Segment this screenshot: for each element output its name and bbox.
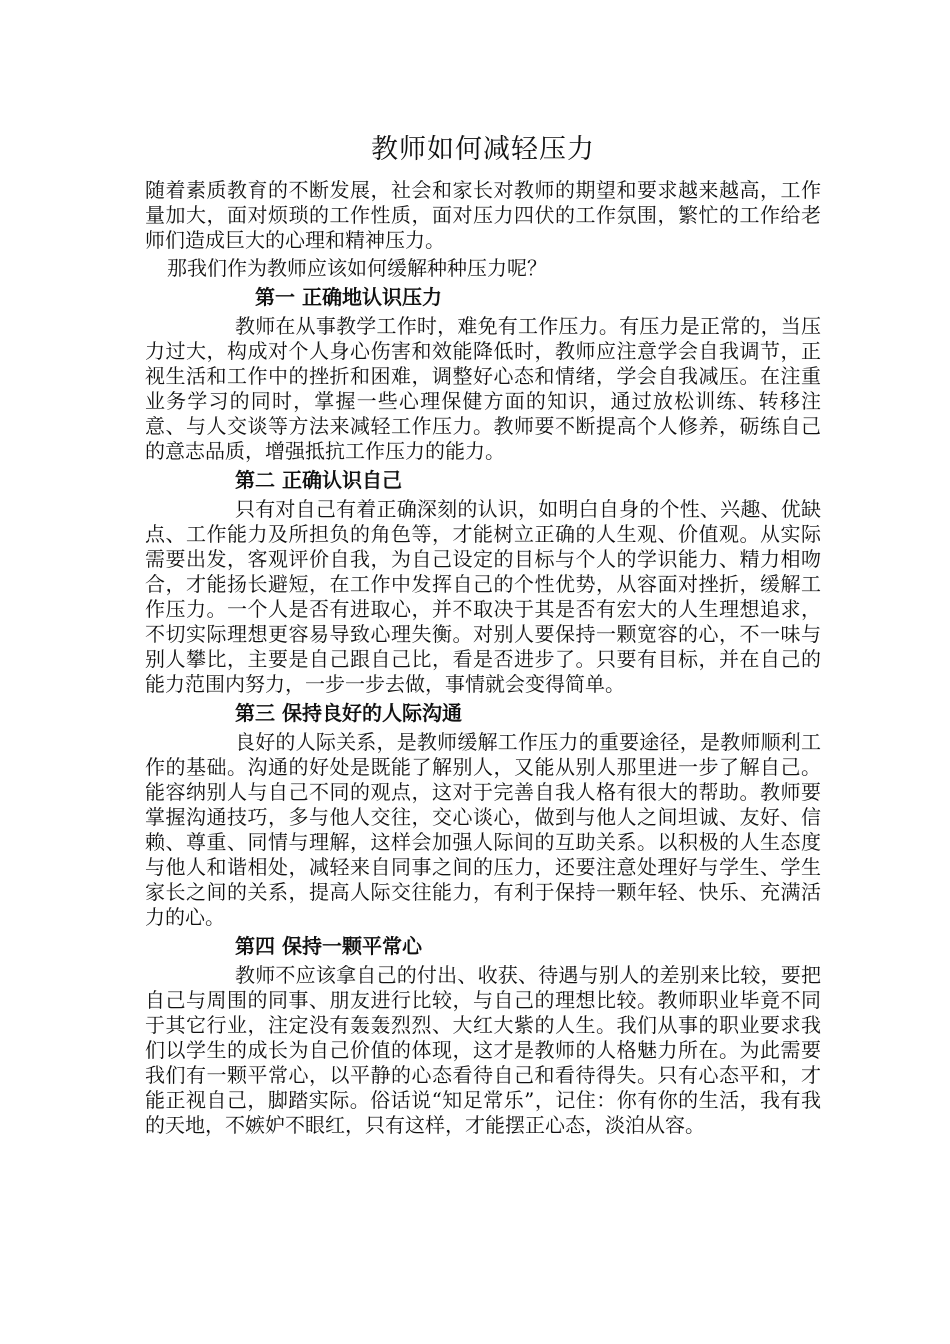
intro-paragraph: 随着素质教育的不断发展，社会和家长对教师的期望和要求越来越高，工作量加大，面对烦琐的工作性质，面对压力四伏的工作氛围，繁忙的工作给老师们造成巨大的心理和精神压力。 bbox=[145, 178, 821, 252]
section-body-1: 教师在从事教学工作时，难免有工作压力。有压力是正常的，当压力过大，构成对个人身心伤害和效能降低时，教师应注意学会自我调节，正视生活和工作中的挫折和困难，调整好心态和情绪，学会自我减压。在注重业务学习的同时，掌握一些心理保健方面的知识，通过放松训练、转移注意、与人交谈等方法来减轻工作压力。教师要不断提高个人修养，砺练自己的意志品质，增强抵抗工作压力的能力。 bbox=[145, 314, 821, 463]
section-heading-4: 第四 保持一颗平常心 bbox=[235, 934, 422, 958]
section-body-2: 只有对自己有着正确深刻的认识，如明白自身的个性、兴趣、优缺点、工作能力及所担负的角色等，才能树立正确的人生观、价值观。从实际需要出发，客观评价自我，为自己设定的目标与个人的学识能力、精力相吻合，才能扬长避短，在工作中发挥自己的个性优势，从容面对挫折，缓解工作压力。一个人是否有进取心，并不取决于其是否有宏大的人生理想追求，不切实际理想更容易导致心理失衡。对别人要保持一颗宽容的心，不一味与别人攀比，主要是自己跟自己比，看是否进步了。只要有目标，并在自己的能力范围内努力，一步一步去做，事情就会变得简单。 bbox=[145, 497, 821, 696]
question-paragraph: 那我们作为教师应该如何缓解种种压力呢？ bbox=[167, 256, 547, 280]
section-heading-1: 第一 正确地认识压力 bbox=[255, 285, 442, 309]
section-heading-3: 第三 保持良好的人际沟通 bbox=[235, 701, 462, 725]
document-page bbox=[145, 128, 821, 1138]
document-title: 教师如何减轻压力 bbox=[371, 134, 595, 165]
section-heading-2: 第二 正确认识自己 bbox=[235, 468, 402, 492]
section-body-4: 教师不应该拿自己的付出、收获、待遇与别人的差别来比较，要把自己与周围的同事、朋友进行比较，与自己的理想比较。教师职业毕竟不同于其它行业，注定没有轰轰烈烈、大红大紫的人生。我们从事的职业要求我们以学生的成长为自己价值的体现，这才是教师的人格魅力所在。为此需要我们有一颗平常心，以平静的心态看待自己和看待得失。只有心态平和，才能正视自己，脚踏实际。俗话说“知足常乐”，记住：你有你的生活，我有我的天地，不嫉妒不眼红，只有这样，才能摆正心态，淡泊从容。 bbox=[145, 963, 821, 1137]
section-body-3: 良好的人际关系，是教师缓解工作压力的重要途径，是教师顺利工作的基础。沟通的好处是既能了解别人，又能从别人那里进一步了解自己。能容纳别人与自己不同的观点，这对于完善自我人格有很大的帮助。教师要掌握沟通技巧，多与他人交往，交心谈心，做到与他人之间坦诚、友好、信赖、尊重、同情与理解，这样会加强人际间的互助关系。以积极的人生态度与他人和谐相处，减轻来自同事之间的压力，还要注意处理好与学生、学生家长之间的关系，提高人际交往能力，有利于保持一颗年轻、快乐、充满活力的心。 bbox=[145, 730, 821, 929]
